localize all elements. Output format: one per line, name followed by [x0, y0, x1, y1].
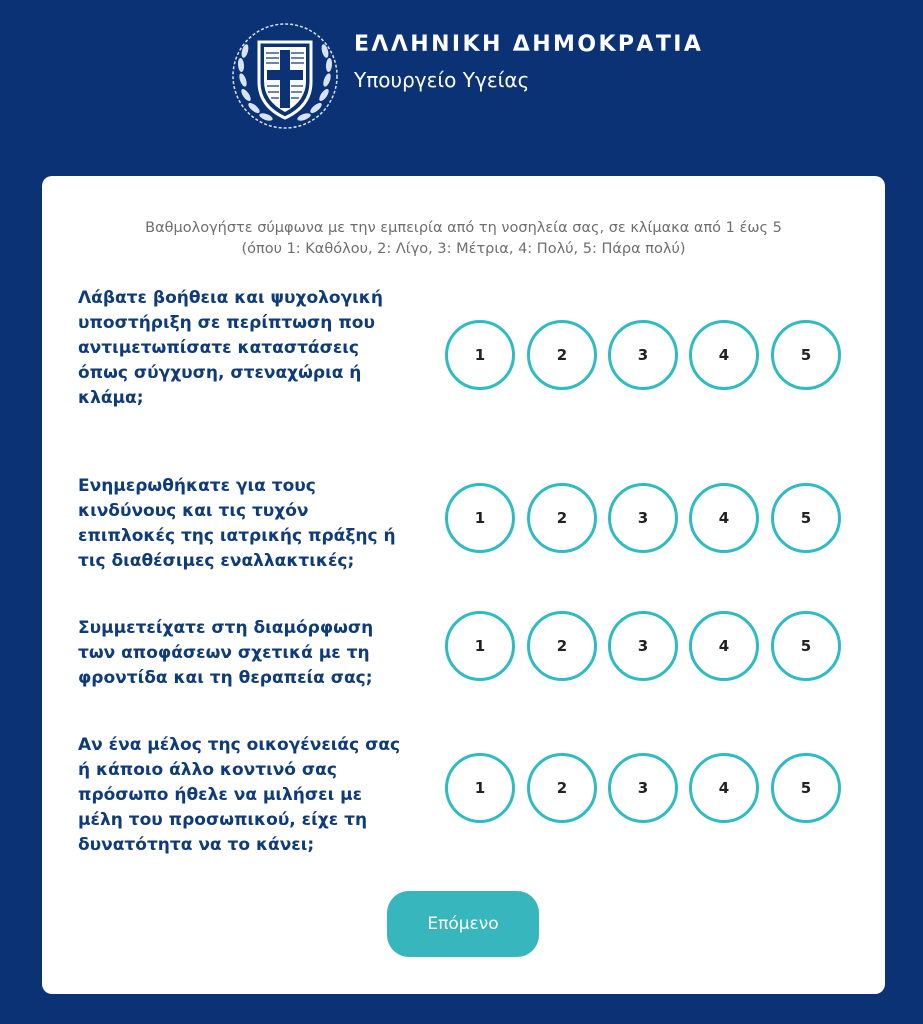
rating-instructions	[42, 218, 885, 260]
rating-option-5[interactable]: 5	[771, 611, 841, 681]
rating-option-4[interactable]: 4	[689, 753, 759, 823]
rating-option-5[interactable]: 5	[771, 320, 841, 390]
question-text: Ενημερωθήκατε για τους κινδύνους και τις τυχόν επιπλοκές της ιατρικής πράξης ή τις διαθέσιμες εναλλακτικές;	[78, 476, 396, 571]
rating-option-2[interactable]: 2	[527, 483, 597, 553]
instructions-line-1: Βαθμολογήστε σύμφωνα με την εμπειρία από τη νοσηλεία σας, σε κλίμακα από 1 έως 5	[145, 220, 782, 236]
rating-option-4[interactable]: 4	[689, 320, 759, 390]
ministry-subtitle: Υπουργείο Υγείας	[354, 68, 530, 92]
rating-option-1[interactable]: 1	[445, 753, 515, 823]
question-text: Συμμετείχατε στη διαμόρφωση των αποφάσεων σχετικά με τη φροντίδα και τη θεραπεία σας;	[78, 618, 374, 688]
greek-coat-of-arms-icon	[229, 20, 341, 132]
rating-option-1[interactable]: 1	[445, 611, 515, 681]
rating-scale	[445, 611, 845, 681]
instructions-line-2: (όπου 1: Καθόλου, 2: Λίγο, 3: Μέτρια, 4: Πολύ, 5: Πάρα πολύ)	[241, 241, 686, 257]
rating-option-5[interactable]: 5	[771, 483, 841, 553]
rating-scale	[445, 320, 845, 390]
rating-option-2[interactable]: 2	[527, 753, 597, 823]
rating-scale	[445, 483, 845, 553]
rating-option-1[interactable]: 1	[445, 483, 515, 553]
rating-option-3[interactable]: 3	[608, 753, 678, 823]
question-text: Αν ένα μέλος της οικογένειάς σας ή κάποιο άλλο κοντινό σας πρόσωπο ήθελε να μιλήσει με μέλη του προσωπικού, είχε τη δυνατότητα να το κάνει;	[78, 735, 401, 855]
rating-option-4[interactable]: 4	[689, 483, 759, 553]
rating-option-4[interactable]: 4	[689, 611, 759, 681]
question-text: Λάβατε βοήθεια και ψυχολογική υποστήριξη σε περίπτωση που αντιμετωπίσατε καταστάσεις όπως σύγχυση, στεναχώρια ή κλάμα;	[78, 288, 383, 408]
next-button[interactable]: Επόμενο	[387, 891, 539, 957]
rating-option-3[interactable]: 3	[608, 611, 678, 681]
header	[0, 0, 923, 176]
rating-option-3[interactable]: 3	[608, 483, 678, 553]
rating-scale	[445, 753, 845, 823]
rating-option-2[interactable]: 2	[527, 320, 597, 390]
rating-option-2[interactable]: 2	[527, 611, 597, 681]
rating-option-5[interactable]: 5	[771, 753, 841, 823]
government-title: ΕΛΛΗΝΙΚΗ ΔΗΜΟΚΡΑΤΙΑ	[354, 32, 704, 57]
survey-card	[42, 176, 885, 994]
rating-option-1[interactable]: 1	[445, 320, 515, 390]
rating-option-3[interactable]: 3	[608, 320, 678, 390]
